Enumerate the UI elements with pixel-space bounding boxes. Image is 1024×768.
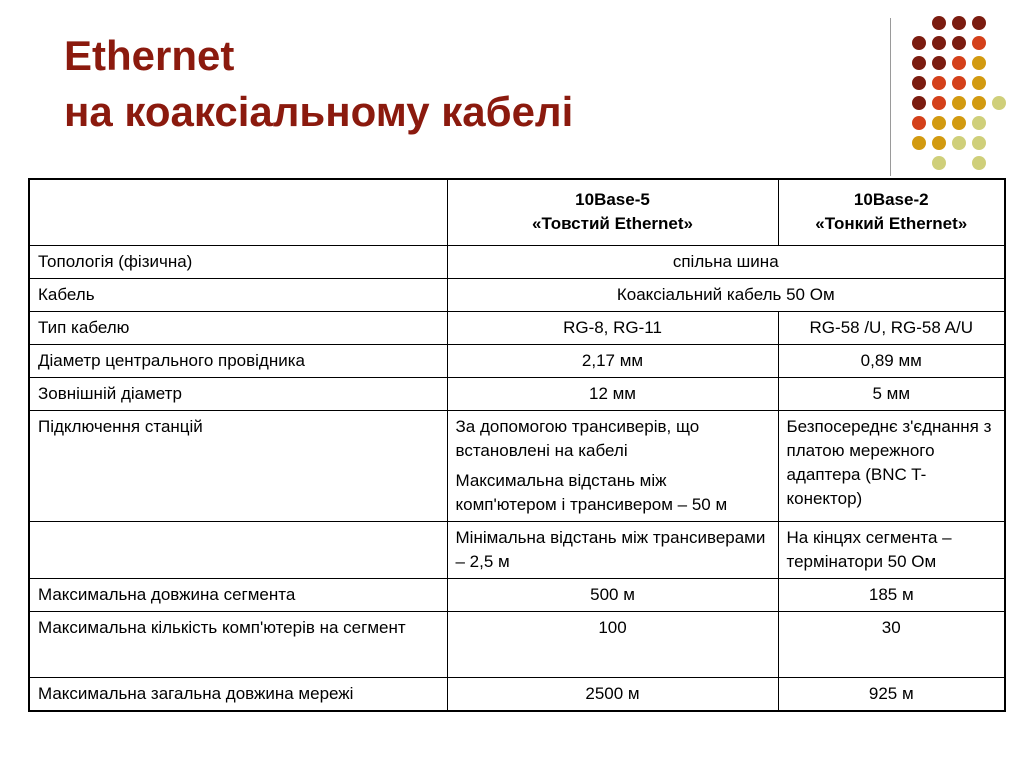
decorative-dot [972, 136, 986, 150]
value-10base2: 0,89 мм [778, 344, 1005, 377]
slide-title [64, 28, 573, 140]
table-row [29, 521, 1005, 578]
header-10base2-nickname: «Тонкий Ethernet» [815, 214, 968, 234]
value-paragraph: Максимальна відстань між комп'ютером і трансивером – 50 м [455, 470, 728, 514]
header-10base5 [447, 179, 778, 245]
decorative-dot [912, 116, 926, 130]
table-row [29, 410, 1005, 521]
decorative-dot [952, 36, 966, 50]
row-label: Кабель [29, 278, 447, 311]
title-line-1: Ethernet [64, 32, 235, 79]
decorative-dot [972, 56, 986, 70]
decorative-dot [932, 156, 946, 170]
decorative-dot [912, 76, 926, 90]
decorative-dot [952, 76, 966, 90]
row-label: Тип кабелю [29, 311, 447, 344]
decorative-dot [932, 36, 946, 50]
header-10base5-name: 10Base-5 [575, 190, 650, 210]
value-10base2: 925 м [778, 677, 1005, 711]
value-10base2: Безпосереднє з'єднання з платою мережного адаптера (BNC T-конектор) [778, 410, 1005, 521]
header-10base5-nickname: «Товстий Ethernet» [532, 214, 693, 234]
table-row [29, 245, 1005, 278]
value-10base5: 100 [447, 611, 778, 677]
header-10base2-name: 10Base-2 [853, 190, 929, 210]
table-row [29, 344, 1005, 377]
table-header-row [29, 179, 1005, 245]
row-label: Топологія (фізична) [29, 245, 447, 278]
row-value: Коаксіальний кабель 50 Ом [447, 278, 1005, 311]
value-10base2: 5 мм [778, 377, 1005, 410]
decorative-dot [952, 116, 966, 130]
decorative-dot [972, 116, 986, 130]
decorative-dot [952, 136, 966, 150]
row-label: Зовнішній діаметр [29, 377, 447, 410]
divider-line [890, 18, 891, 176]
table-row [29, 578, 1005, 611]
table-row [29, 611, 1005, 677]
header-10base2 [778, 179, 1005, 245]
decorative-dot [952, 96, 966, 110]
decorative-dot [912, 136, 926, 150]
row-value: спільна шина [447, 245, 1005, 278]
value-10base5: RG-8, RG-11 [447, 311, 778, 344]
value-10base2: На кінцях сегмента – термінатори 50 Ом [778, 521, 1005, 578]
decorative-dot [932, 76, 946, 90]
decorative-dot [952, 16, 966, 30]
table-row [29, 311, 1005, 344]
comparison-table [28, 178, 1006, 712]
row-label: Підключення станцій [29, 410, 447, 521]
value-10base2: 185 м [778, 578, 1005, 611]
row-label: Максимальна довжина сегмента [29, 578, 447, 611]
header-empty-cell [29, 179, 447, 245]
value-10base5 [447, 410, 778, 521]
value-10base5: Мінімальна відстань між трансиверами – 2,5 м [447, 521, 778, 578]
decorative-dot [912, 56, 926, 70]
value-10base2: RG-58 /U, RG-58 A/U [778, 311, 1005, 344]
decorative-dot [932, 96, 946, 110]
decorative-dot [972, 76, 986, 90]
value-paragraph: За допомогою трансиверів, що встановлені на кабелі [455, 416, 700, 460]
value-10base5: 500 м [447, 578, 778, 611]
decorative-dot [992, 96, 1006, 110]
value-10base2: 30 [778, 611, 1005, 677]
decorative-dot [972, 96, 986, 110]
decorative-dot [912, 36, 926, 50]
decorative-dot [932, 16, 946, 30]
value-10base5: 2,17 мм [447, 344, 778, 377]
row-label [29, 521, 447, 578]
decorative-dot [932, 116, 946, 130]
decorative-dot [952, 56, 966, 70]
decorative-dot [932, 136, 946, 150]
decorative-dot [972, 16, 986, 30]
decorative-dot [932, 56, 946, 70]
title-line-2: на коаксіальному кабелі [64, 88, 574, 135]
table-row [29, 677, 1005, 711]
decorative-dot [972, 36, 986, 50]
decorative-dot [912, 96, 926, 110]
value-10base5: 12 мм [447, 377, 778, 410]
row-label: Максимальна кількість комп'ютерів на сегмент [29, 611, 447, 677]
table-row [29, 377, 1005, 410]
decorative-dot [972, 156, 986, 170]
value-10base5: 2500 м [447, 677, 778, 711]
table-row [29, 278, 1005, 311]
row-label: Максимальна загальна довжина мережі [29, 677, 447, 711]
row-label: Діаметр центрального провідника [29, 344, 447, 377]
